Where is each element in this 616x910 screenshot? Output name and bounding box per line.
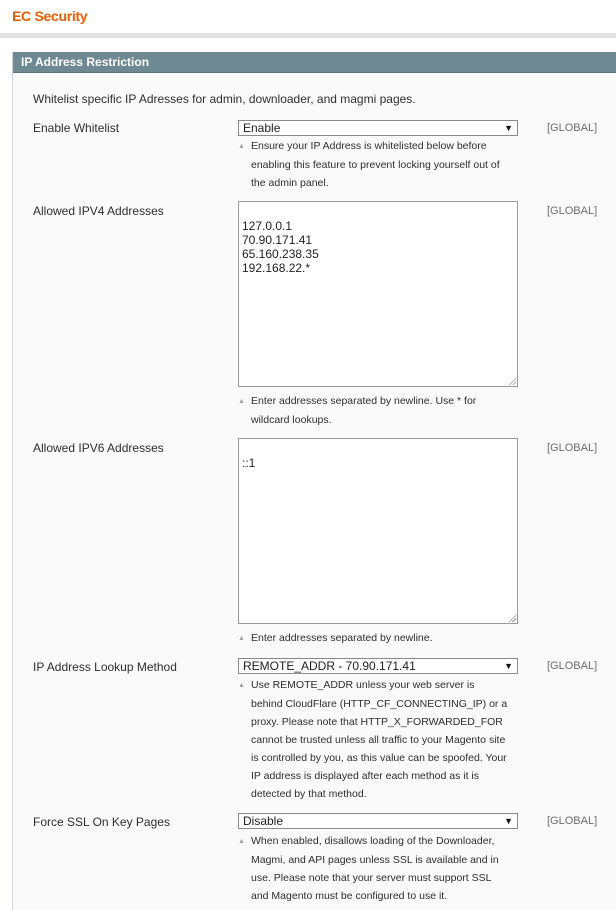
chevron-down-icon: ▼ <box>504 661 513 671</box>
note-line: is controlled by you, as this value can be spoofed. Your <box>251 752 507 764</box>
enable-whitelist-label: Enable Whitelist <box>33 121 120 135</box>
ipv6-value: ::1 <box>242 456 256 470</box>
note-line: detected by that method. <box>251 788 367 800</box>
note-line: behind CloudFlare (HTTP_CF_CONNECTING_IP) or a <box>251 698 508 710</box>
enable-whitelist-scope: [GLOBAL] <box>547 122 598 134</box>
lookup-method-value: REMOTE_ADDR - 70.90.171.41 <box>243 659 416 673</box>
note-line: and Magento must be configured to use it. <box>251 890 448 902</box>
lookup-method-scope: [GLOBAL] <box>547 660 598 672</box>
note-line: enabling this feature to prevent locking yourself out of <box>251 159 500 171</box>
note-line: IP address is displayed after each method as it is <box>251 770 480 782</box>
note-line: Enter addresses separated by newline. <box>251 632 433 644</box>
note-line: When enabled, disallows loading of the Downloader, <box>251 835 495 847</box>
ipv6-label: Allowed IPV6 Addresses <box>33 441 164 455</box>
note-triangle-icon: ▲ <box>238 143 245 150</box>
ipv4-value: 127.0.0.1 70.90.171.41 65.160.238.35 192.168.22.* <box>242 219 319 275</box>
force-ssl-value: Disable <box>243 814 284 828</box>
resize-grip-icon[interactable] <box>508 377 516 385</box>
force-ssl-select[interactable] <box>238 813 518 829</box>
note-triangle-icon: ▲ <box>238 682 245 689</box>
enable-whitelist-select[interactable] <box>238 120 518 136</box>
page-title: EC Security <box>12 8 88 24</box>
ip-restriction-panel <box>12 52 616 910</box>
enable-whitelist-note <box>238 137 523 192</box>
chevron-down-icon: ▼ <box>504 816 513 826</box>
note-line: cannot be trusted unless all traffic to your Magento site <box>251 734 506 746</box>
note-line: Enter addresses separated by newline. Use * for <box>251 395 477 407</box>
lookup-method-note <box>238 676 523 803</box>
note-line: Magmi, and API pages unless SSL is available and in <box>251 854 499 866</box>
force-ssl-label: Force SSL On Key Pages <box>33 815 170 829</box>
title-divider <box>0 33 616 38</box>
note-triangle-icon: ▲ <box>238 838 245 845</box>
resize-grip-icon[interactable] <box>508 614 516 622</box>
note-line: proxy. Please note that HTTP_X_FORWARDED_FOR <box>251 716 503 728</box>
note-line: Ensure your IP Address is whitelisted below before <box>251 140 487 152</box>
note-line: wildcard lookups. <box>251 414 332 426</box>
note-triangle-icon: ▲ <box>238 635 245 642</box>
lookup-method-select[interactable] <box>238 658 518 674</box>
note-triangle-icon: ▲ <box>238 398 245 405</box>
chevron-down-icon: ▼ <box>504 123 513 133</box>
ipv6-scope: [GLOBAL] <box>547 442 598 454</box>
force-ssl-note <box>238 832 523 905</box>
ipv4-textarea[interactable] <box>238 201 518 387</box>
section-header[interactable]: IP Address Restriction <box>13 52 616 73</box>
ipv4-label: Allowed IPV4 Addresses <box>33 204 164 218</box>
lookup-method-label: IP Address Lookup Method <box>33 660 177 674</box>
ipv4-note <box>238 392 523 429</box>
ipv4-scope: [GLOBAL] <box>547 205 598 217</box>
note-line: Use REMOTE_ADDR unless your web server is <box>251 679 475 691</box>
ipv6-note <box>238 629 523 648</box>
force-ssl-scope: [GLOBAL] <box>547 815 598 827</box>
section-intro: Whitelist specific IP Adresses for admin, downloader, and magmi pages. <box>33 92 416 106</box>
note-line: use. Please note that your server must support SSL <box>251 872 492 884</box>
note-line: the admin panel. <box>251 177 329 189</box>
ipv6-textarea[interactable] <box>238 438 518 624</box>
enable-whitelist-value: Enable <box>243 121 281 135</box>
